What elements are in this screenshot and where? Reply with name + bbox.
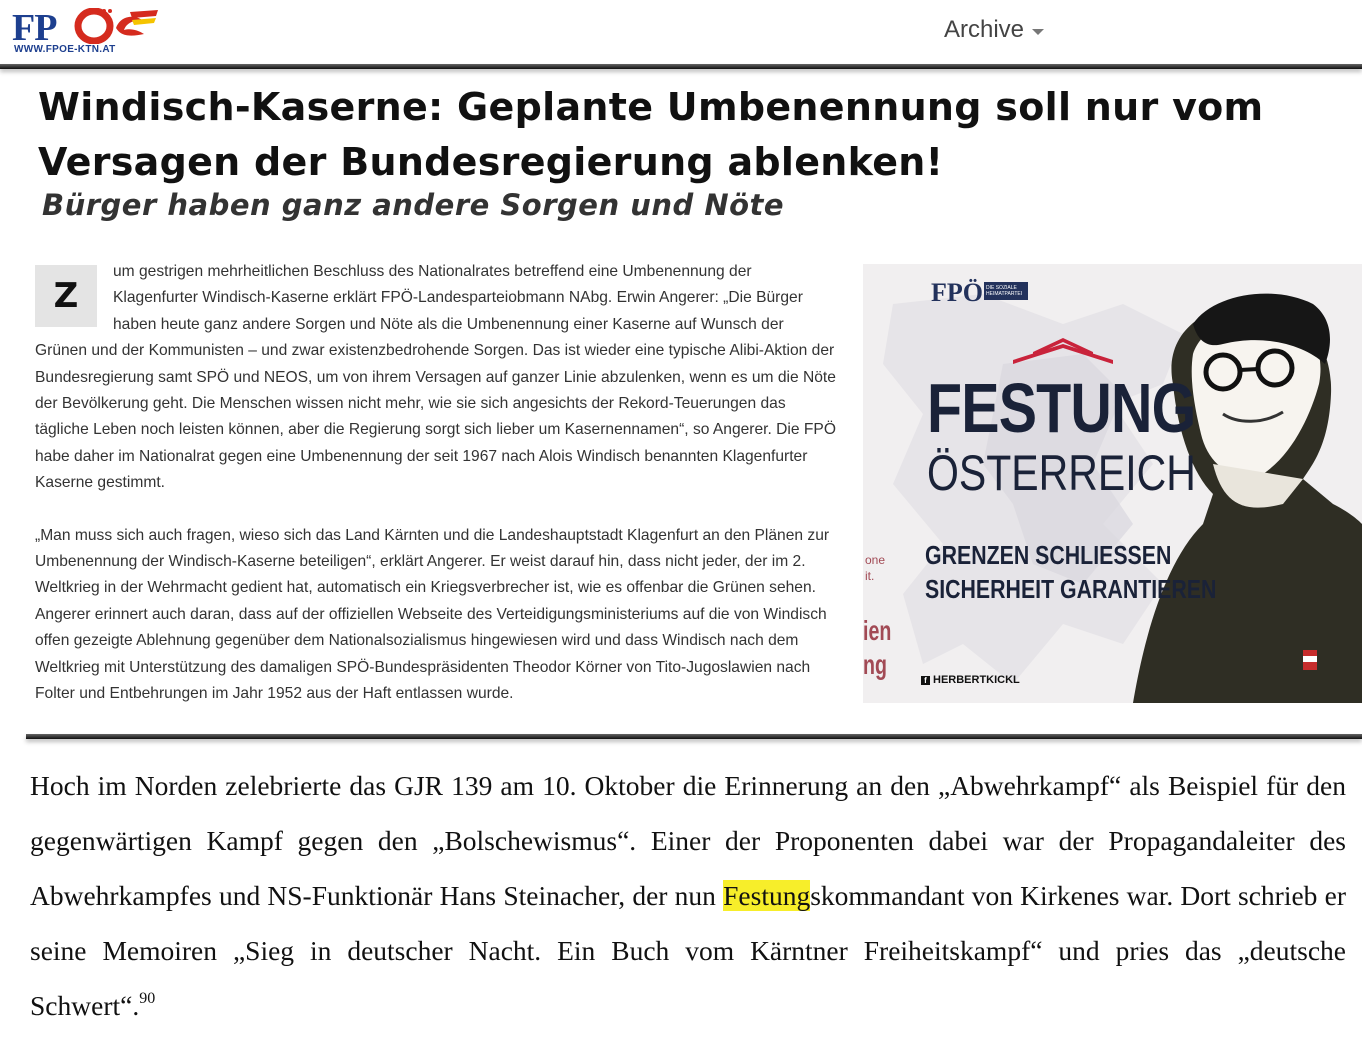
article-headline: Windisch-Kaserne: Geplante Umbenennung soll nur vom Versagen der Bundesregierung ablenken!	[38, 85, 1264, 184]
article-paragraph-1: um gestrigen mehrheitlichen Beschluss des Nationalrates betreffend eine Umbenennung der Klagenfurter Windisch-Kaserne erklärt FPÖ-Landesparteiobmann NAbg. Erwin Angerer: „Die Bürger haben heute ganz andere Sorgen und Nöte als die Umbenennung einer Kaserne auf Wunsch der Grünen und der Kommunisten – und zwar existenzbedrohende Sorgen. Das ist wieder eine typische Alibi-Aktion der Bundesregierung samt SPÖ und NEOS, um von ihrem Versagen auf ganzer Linie abzulenken, wenn es um die Nöte der Bevölkerung geht. Die Menschen wissen nicht mehr, wie sie sich angesichts der Rekord-Teuerungen das tägliche Leben noch leisten können, aber die Regierung sorgt sich lieber um Kasernennamen“, so Angerer. Die FPÖ habe daher im Nationalrat gegen eine Umbenennung der seit 1967 nach Alois Windisch benannten Klagenfurter Kaserne gestimmt.	[35, 263, 836, 492]
archive-label: Archive	[944, 16, 1025, 43]
campaign-fragment-1: one it.	[865, 553, 886, 583]
article-body	[35, 259, 837, 734]
excerpt-footnote: 90	[139, 990, 156, 1007]
header-divider	[0, 64, 1362, 69]
article-subheadline: Bürger haben ganz andere Sorgen und Nöte	[42, 188, 785, 222]
campaign-image	[863, 264, 1362, 703]
facebook-icon: f	[921, 676, 930, 685]
campaign-title-2: ÖSTERREICH	[927, 445, 1196, 501]
campaign-logo: FPÖ	[931, 278, 983, 307]
site-header	[0, 0, 1362, 64]
excerpt-highlight: Festung	[723, 880, 811, 911]
campaign-tag: DIE SOZIALE HEIMATPARTEI	[984, 282, 1028, 300]
campaign-title: FESTUNG	[927, 369, 1196, 447]
fpoe-logo[interactable]	[12, 6, 162, 58]
excerpt-text-before: Hoch im Norden zelebrierte das GJR 139 am 10. Oktober die Erinnerung an den „Abwehrkampf“ als Beispiel für den gegenwärtigen Kampf gegen den „Bolschewismus“. Einer der Proponenten dabei war der Propagandaleiter des Abwehrkampfes und NS-Funktionär Hans Steinacher, der nun	[30, 770, 1346, 911]
campaign-line-2: SICHERHEIT GARANTIEREN	[925, 574, 1217, 604]
logo-url: WWW.FPOE-KTN.AT	[14, 44, 116, 55]
section-divider	[26, 734, 1362, 739]
campaign-handle	[921, 674, 1020, 686]
excerpt-text-after: skommandant von Kirkenes war. Dort schrieb er seine Memoiren „Sieg in deutscher Nacht. Ein Buch vom Kärntner Freiheitskampf“ und pries das „deutsche Schwert“.	[30, 880, 1346, 1021]
archive-dropdown[interactable]	[944, 16, 1044, 44]
logo-text: FP	[12, 7, 57, 49]
book-excerpt	[30, 758, 1346, 1033]
dropcap: Z	[35, 265, 97, 327]
campaign-line-1: GRENZEN SCHLIESSEN	[925, 540, 1172, 570]
article-paragraph-2: „Man muss sich auch fragen, wieso sich das Land Kärnten und die Landeshauptstadt Klagenfurt an den Plänen zur Umbenennung der Windisch-Kaserne beteiligen“, erklärt Angerer. Er weist darauf hin, dass nicht jeder, der im 2. Weltkrieg in der Wehrmacht gedient hat, automatisch ein Kriegsverbrecher ist, wie es offenbar die Grünen sehen. Angerer erinnert auch daran, dass auf der offiziellen Webseite des Verteidigungsministeriums auf die von Windisch offen gezeigte Ablehnung gegenüber dem Nationalsozialismus hingewiesen wird und dass Windisch nach dem Weltkrieg mit Unterstützung des damaligen SPÖ-Bundespräsidenten Theodor Körner von Tito-Jugoslawien nach Folter und Entbehrungen im Jahr 1952 aus der Haft entlassen wurde.	[35, 526, 830, 703]
logo-flag-icon	[72, 8, 160, 44]
campaign-fragment-2: ien ng	[863, 615, 892, 680]
campaign-handle-text: HERBERTKICKL	[933, 674, 1020, 686]
chevron-down-icon	[1032, 29, 1044, 35]
